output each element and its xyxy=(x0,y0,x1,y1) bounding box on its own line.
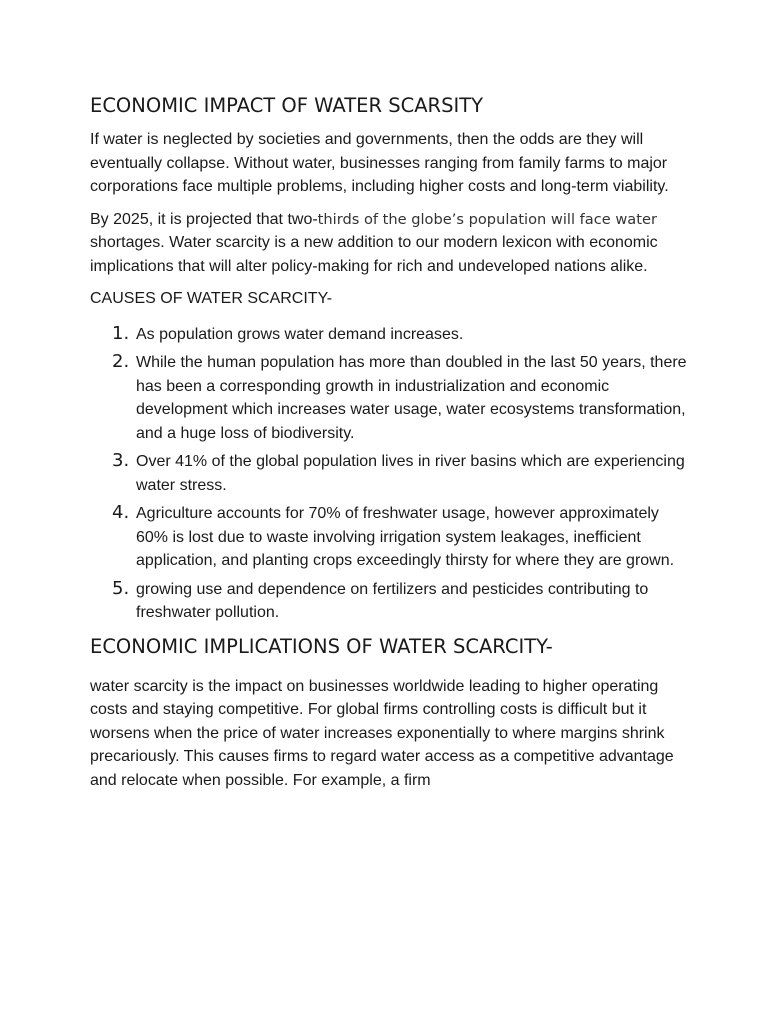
projection-lead: By 2025, it is projected that two- xyxy=(90,210,318,228)
list-item-number: 4. xyxy=(112,502,130,523)
list-item-text: As population grows water demand increases. xyxy=(136,325,464,343)
list-item-text: growing use and dependence on fertilizers and pesticides contributing to freshwater pollution. xyxy=(136,580,649,621)
list-item-number: 1. xyxy=(112,322,130,344)
list-item xyxy=(90,351,690,445)
list-item xyxy=(90,450,690,497)
list-item-text: Agriculture accounts for 70% of freshwater usage, however approximately 60% is lost due to waste involving irrigation system leakages, inefficient application, and planting crops exceedingly thirsty for where they are grown. xyxy=(136,505,675,569)
list-item-text: Over 41% of the global population lives in river basins which are experiencing water stress. xyxy=(136,453,685,494)
list-item-number: 3. xyxy=(112,450,130,471)
causes-title: CAUSES OF WATER SCARCITY- xyxy=(90,290,333,307)
projection-rest: shortages. Water scarcity is a new addition to our modern lexicon with economic implications that will alter policy-making for rich and undeveloped nations alike. xyxy=(90,234,658,275)
list-item xyxy=(90,578,690,625)
list-item-text: While the human population has more than doubled in the last 50 years, there has been a corresponding growth in industrialization and economic development which increases water usage, water ecosystems transformation, and a huge loss of biodiversity. xyxy=(136,354,687,442)
list-item xyxy=(90,323,690,347)
list-item-number: 2. xyxy=(112,351,130,372)
projection-paragraph xyxy=(90,208,690,279)
implications-title: ECONOMIC IMPLICATIONS OF WATER SCARCITY- xyxy=(90,634,553,658)
projection-alt-font-part: thirds of the globe’s population will face water xyxy=(317,210,657,228)
document-body xyxy=(90,92,690,801)
intro-paragraph: If water is neglected by societies and governments, then the odds are they will eventually collapse. Without water, businesses ranging from family farms to major corporations face multiple problems, including higher costs and long-term viability. xyxy=(90,131,669,195)
document-title: ECONOMIC IMPACT OF WATER SCARSITY xyxy=(90,94,484,117)
list-item-number: 5. xyxy=(112,577,130,599)
implications-paragraph: water scarcity is the impact on businesses worldwide leading to higher operating costs and staying competitive. For global firms controlling costs is difficult but it worsens when the price of water increases exponentially to where margins shrink precariously. This causes firms to regard water access as a competitive advantage and relocate when possible. For example, a firm xyxy=(90,677,674,789)
causes-list xyxy=(90,323,690,625)
list-item xyxy=(90,502,690,573)
